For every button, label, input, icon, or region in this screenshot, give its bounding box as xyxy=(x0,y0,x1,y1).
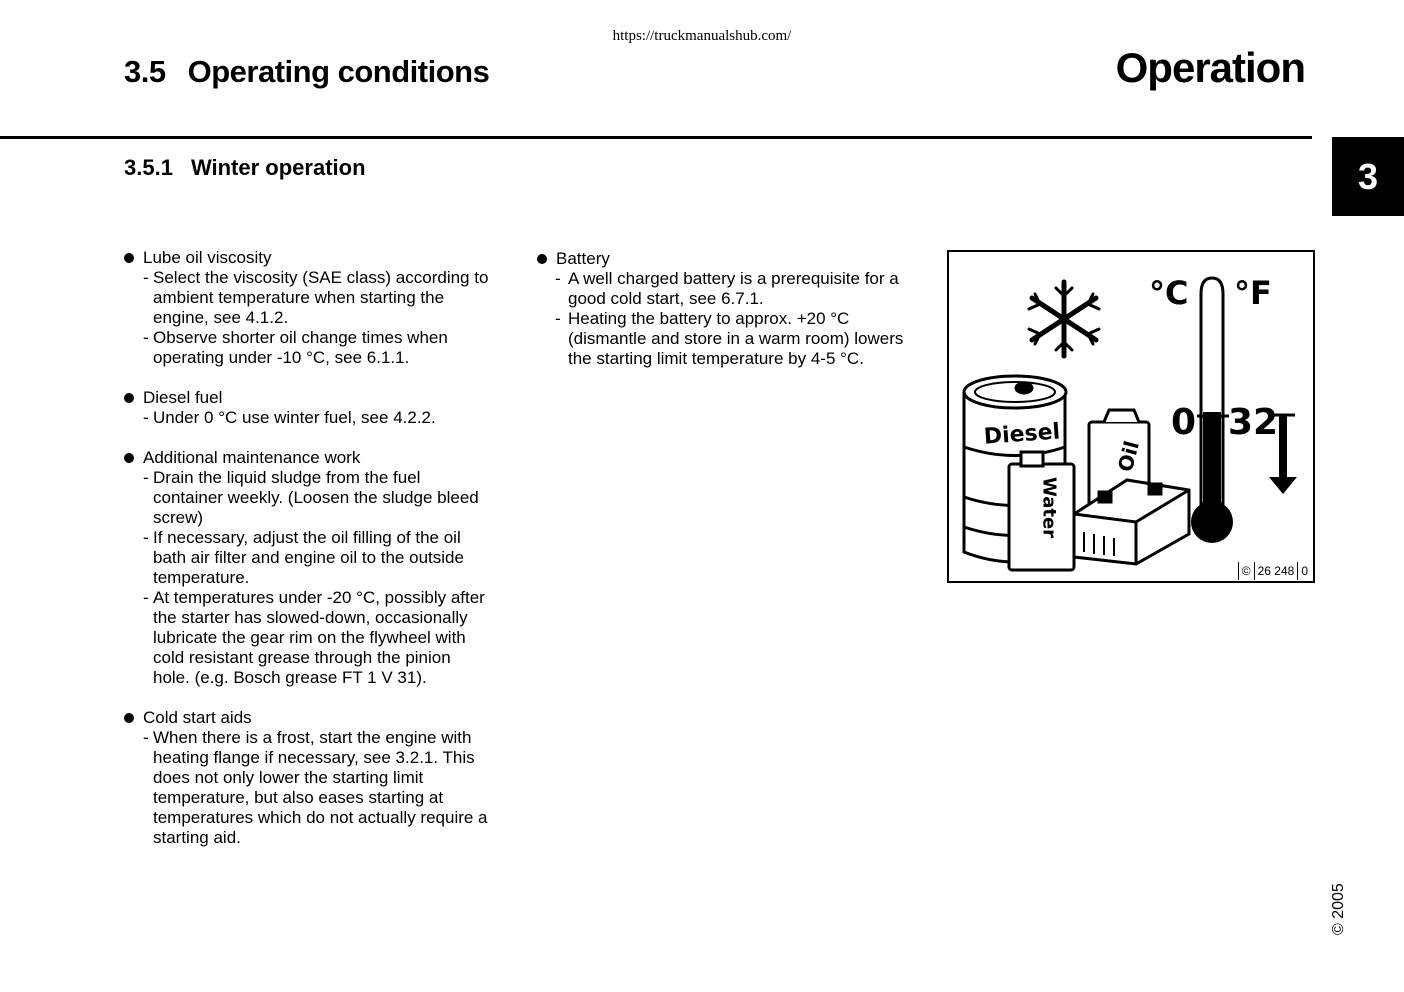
bullet-dot xyxy=(124,393,134,403)
list-group xyxy=(124,248,492,368)
diesel-label: Diesel xyxy=(983,419,1061,450)
list-item: - Observe shorter oil change times when operating under -10 °C, see 6.1.1. xyxy=(143,328,448,367)
list-item-text: Heating the battery to approx. +20 °C (dismantle and store in a warm room) lowers the starting limit temperature by 4-5 °C. xyxy=(568,309,904,368)
snowflake-icon xyxy=(1029,282,1099,356)
list-item: - If necessary, adjust the oil filling of the oil bath air filter and engine oil to the outside temperature. xyxy=(143,528,464,587)
list-item: - When there is a frost, start the engine with heating flange if necessary, see 3.2.1. This does not only lower the starting limit temperature, but also eases starting at temperatures which do not actually require a starting aid. xyxy=(143,728,488,847)
section-number: 3.5 xyxy=(124,54,166,89)
bullet-dot xyxy=(124,253,134,263)
section-title: Operating conditions xyxy=(187,54,490,89)
subsection-heading xyxy=(124,155,366,181)
bullet-label: Diesel fuel xyxy=(143,388,223,407)
fahrenheit-32-label: 32 xyxy=(1228,402,1279,443)
right-column xyxy=(537,249,907,389)
bullet-label: Additional maintenance work xyxy=(143,448,361,467)
bullet-dot xyxy=(124,453,134,463)
list-item-text: Drain the liquid sludge from the fuel container weekly. (Loosen the sludge bleed screw) xyxy=(153,468,479,527)
list-item: - Drain the liquid sludge from the fuel container weekly. (Loosen the sludge bleed screw) xyxy=(143,468,479,527)
list-item-text: A well charged battery is a prerequisite for a good cold start, see 6.7.1. xyxy=(568,269,899,308)
bullet-label: Cold start aids xyxy=(143,708,252,727)
bullet-item xyxy=(124,248,492,268)
list-item-text: Under 0 °C use winter fuel, see 4.2.2. xyxy=(153,408,436,427)
bullet-item xyxy=(124,448,492,468)
water-label: Water xyxy=(1038,477,1060,539)
list-item-text: Observe shorter oil change times when operating under -10 °C, see 6.1.1. xyxy=(153,328,448,367)
list-group xyxy=(537,249,907,369)
bullet-dot xyxy=(124,713,134,723)
page-copyright: © 2005 xyxy=(1330,883,1347,935)
oil-label: Oil xyxy=(1112,438,1145,475)
list-item: - Select the viscosity (SAE class) according to ambient temperature when starting the engine, see 4.1.2. xyxy=(143,268,489,327)
figure-copyright-mark: © xyxy=(1238,562,1254,580)
chapter-tab: 3 xyxy=(1332,137,1404,216)
source-url: https://truckmanualshub.com/ xyxy=(612,28,792,44)
list-item-text: Select the viscosity (SAE class) according to ambient temperature when starting the engine, see 4.1.2. xyxy=(153,268,489,327)
winter-operation-figure xyxy=(947,250,1315,583)
subsection-title: Winter operation xyxy=(190,155,366,180)
list-group xyxy=(124,388,492,428)
section-heading xyxy=(124,54,489,90)
list-item-text: When there is a frost, start the engine with heating flange if necessary, see 3.2.1. This does not only lower the starting limit temperature, but also eases starting at temperatures which do not actually require a starting aid. xyxy=(153,728,488,847)
header-rule xyxy=(0,136,1312,139)
figure-illustration xyxy=(949,252,1313,581)
list-group xyxy=(124,708,492,848)
left-column xyxy=(124,248,492,868)
list-item-text: At temperatures under -20 °C, possibly after the starter has slowed-down, occasionally lubricate the gear rim on the flywheel with cold resistant grease through the pinion hole. (e.g. Bosch grease FT 1 V 31). xyxy=(153,588,485,687)
list-item: - Under 0 °C use winter fuel, see 4.2.2. xyxy=(143,408,436,427)
bullet-label: Battery xyxy=(556,249,610,268)
figure-id-number: 26 248 xyxy=(1254,562,1298,580)
bullet-item xyxy=(124,708,492,728)
subsection-number: 3.5.1 xyxy=(124,155,173,180)
list-item-text: If necessary, adjust the oil filling of the oil bath air filter and engine oil to the outside temperature. xyxy=(153,528,464,587)
figure-id-suffix: 0 xyxy=(1297,562,1311,580)
bullet-item xyxy=(537,249,907,269)
fahrenheit-unit-label: °F xyxy=(1234,274,1272,312)
celsius-unit-label: °C xyxy=(1149,274,1189,312)
chapter-title: Operation xyxy=(1115,44,1305,91)
list-item: - A well charged battery is a prerequisite for a good cold start, see 6.7.1. xyxy=(555,269,899,308)
bullet-dot xyxy=(537,254,547,264)
bullet-item xyxy=(124,388,492,408)
bullet-label: Lube oil viscosity xyxy=(143,248,272,267)
list-group xyxy=(124,448,492,688)
figure-id-box xyxy=(1238,562,1311,580)
list-item: - At temperatures under -20 °C, possibly after the starter has slowed-down, occasionally lubricate the gear rim on the flywheel with cold resistant grease through the pinion hole. (e.g. Bosch grease FT 1 V 31). xyxy=(143,588,485,687)
celsius-zero-label: 0 xyxy=(1171,402,1197,443)
list-item: - Heating the battery to approx. +20 °C (dismantle and store in a warm room) lowers the starting limit temperature by 4-5 °C. xyxy=(555,309,904,368)
thermometer-icon xyxy=(1191,278,1233,543)
